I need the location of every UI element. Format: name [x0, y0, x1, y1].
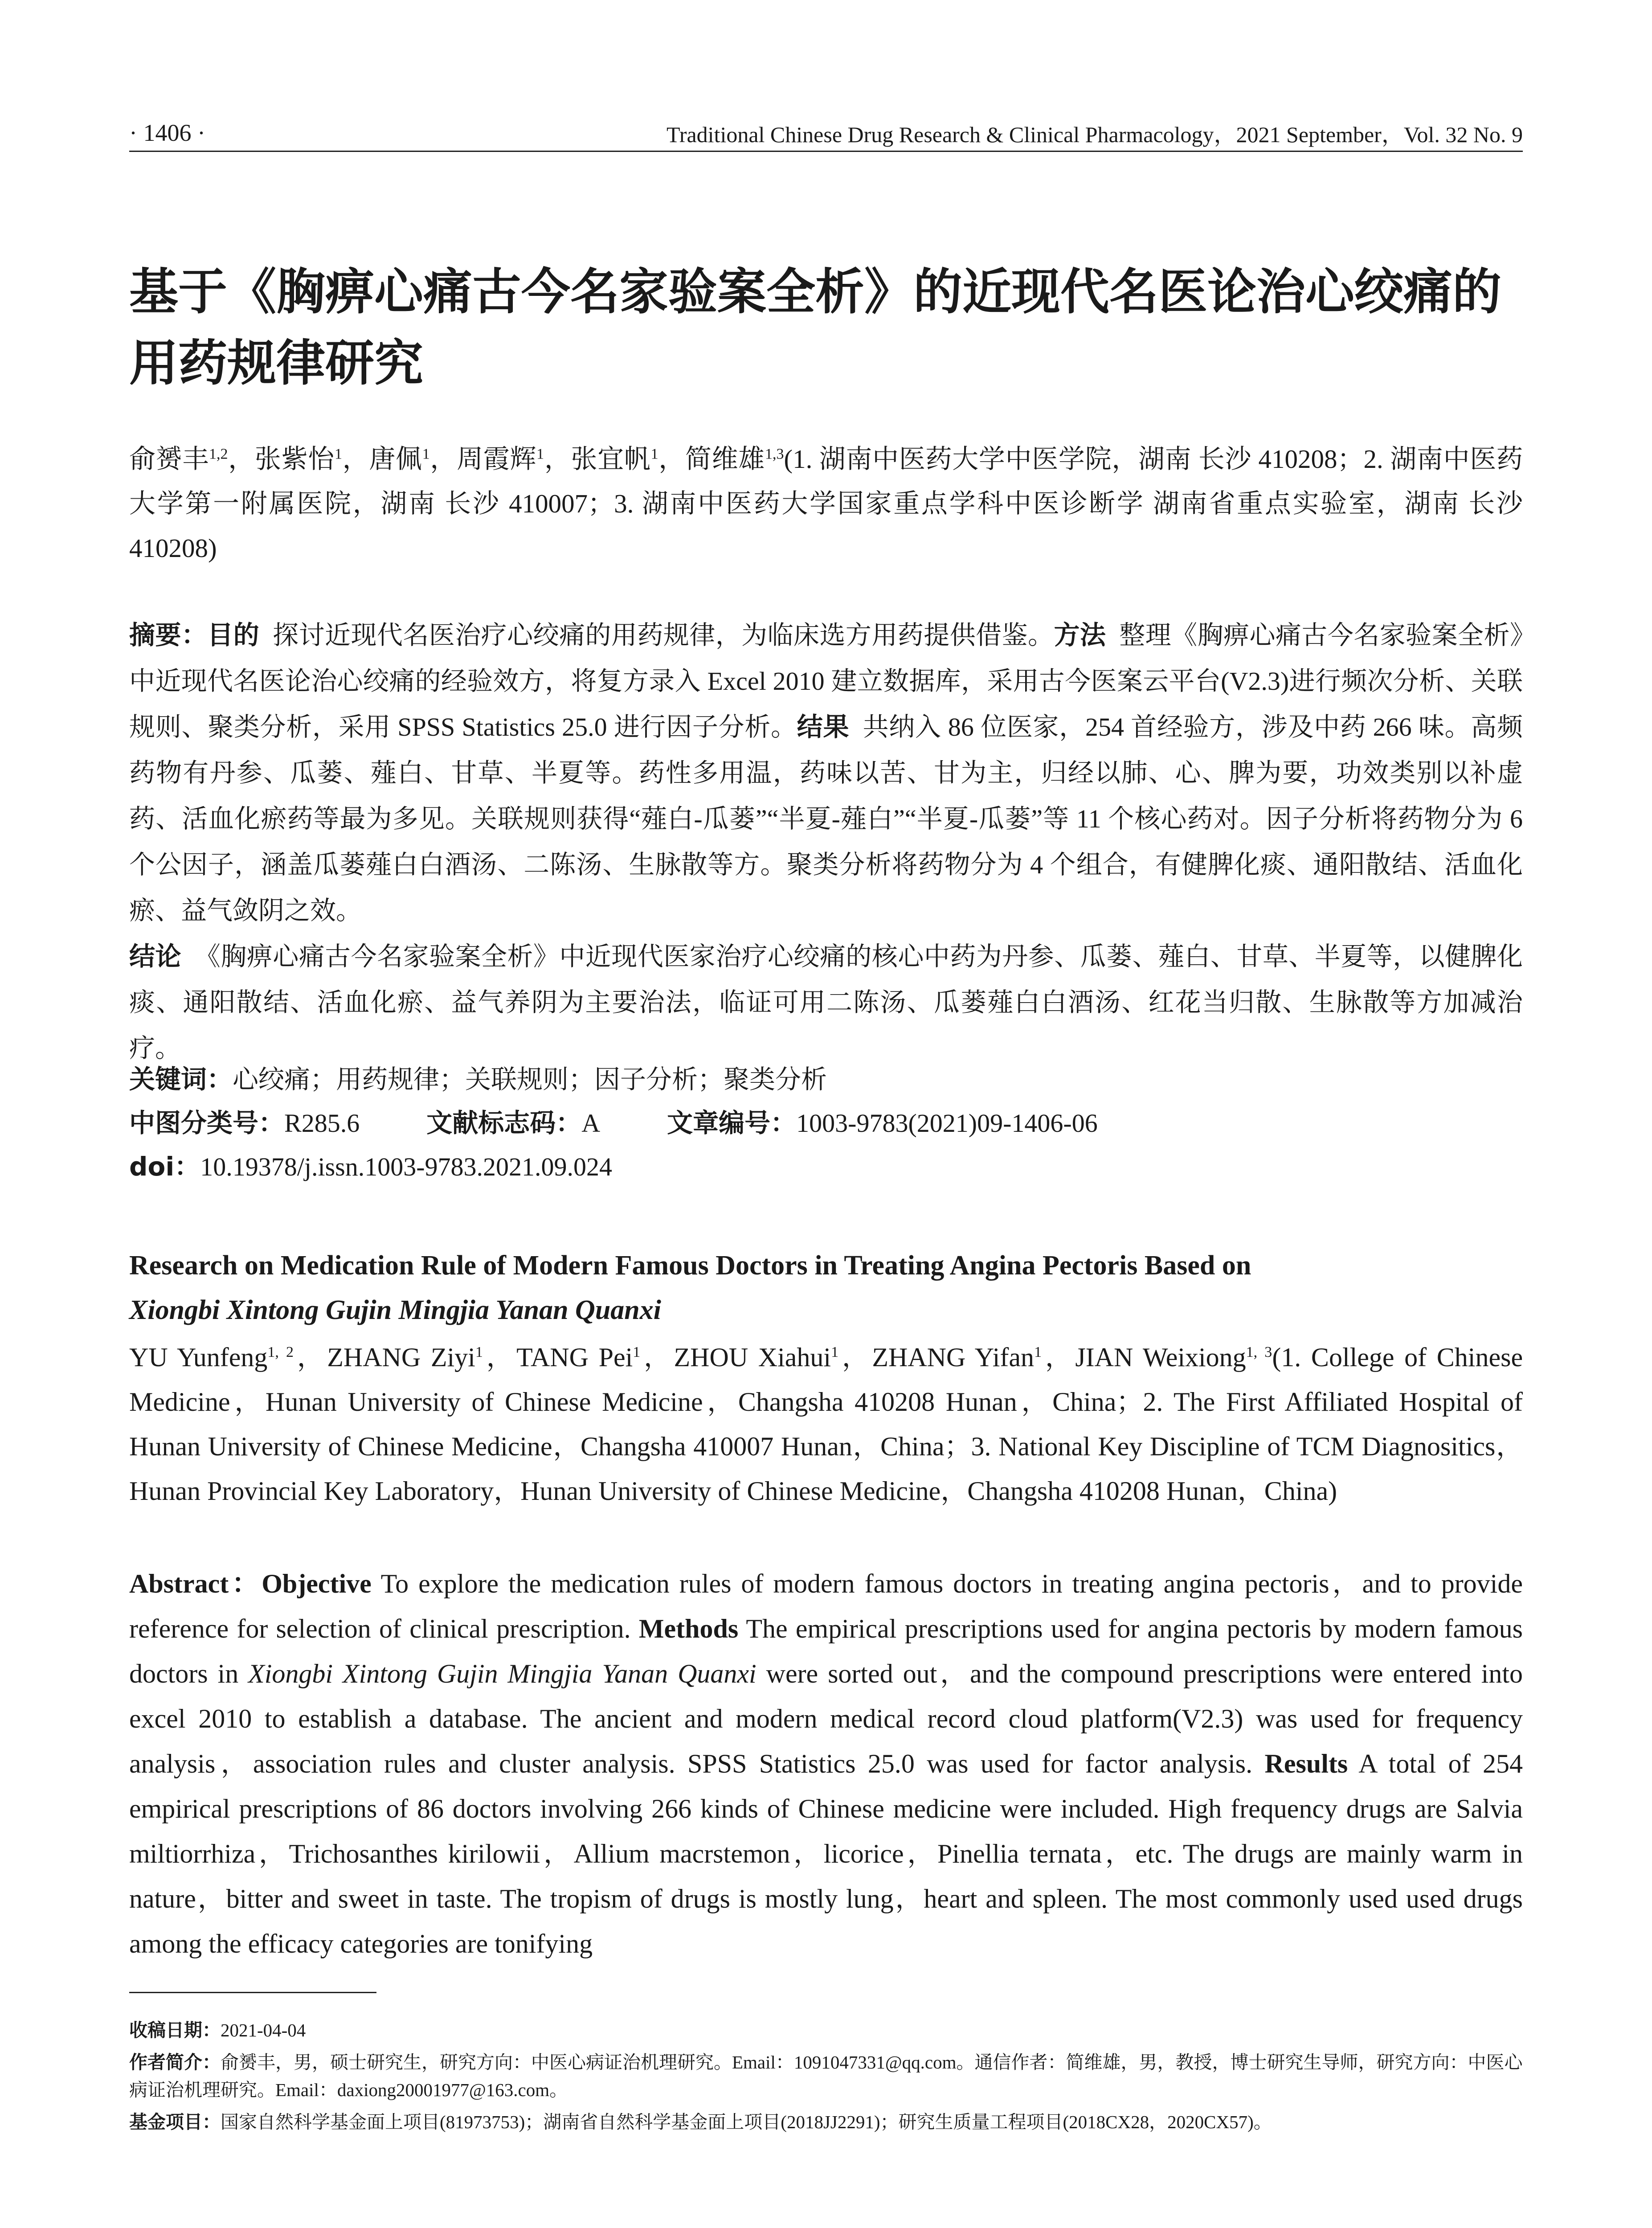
- received-label: 收稿日期：: [129, 2019, 221, 2041]
- author-list-en: YU Yunfeng$^{1, 2}$，ZHANG Ziyi$^1$，TANG Pei$^1$，ZHOU Xiahui$^1$，ZHANG Yifan$^1$，JIAN Weixiong$^{1, 3}$(1. College of Chinese Medicine，Hunan University of Chinese Medicine，Changsha 410208 Hunan，China；2. The First Affiliated Hospital of Hunan University of Chinese Medicine，Changsha 410007 Hunan，China；3. National Key Discipline of TCM Diagnositics，Hunan Provincial Key Laboratory，Hunan University of Chinese Medicine，Changsha 410208 Hunan，China): [129, 1343, 1523, 1506]
- abstract-label: 摘要：: [129, 620, 208, 650]
- author-affiliation-mark: 1: [633, 1344, 641, 1360]
- author-affiliation-mark: 1: [831, 1344, 839, 1360]
- fund-text: 国家自然科学基金面上项目(81973753)；湖南省自然科学基金面上项目(2018JJ2291)；研究生质量工程项目(2018CX28，2020CX57)。: [221, 2112, 1272, 2132]
- clc-label: 中图分类号：: [129, 1108, 285, 1138]
- objective-en-label: Objective: [262, 1569, 372, 1598]
- results-label: 结果: [797, 712, 850, 742]
- fund-label: 基金项目：: [129, 2111, 221, 2133]
- results-en-text: A total of 254 empirical prescriptions of 86 doctors involving 266 kinds of Chinese medicine were included. High frequency drugs are Salvia miltiorrhiza，Trichosanthes kirilowii，Allium macrstemon，licorice，Pinellia ternata，etc. The drugs are mainly warm in nature，bitter and sweet in taste. The tropism of drugs is mostly lung，heart and spleen. The most commonly used used drugs among the efficacy categories are tonifying: [129, 1749, 1523, 1958]
- author-affiliation-mark: 1: [422, 446, 430, 463]
- objective-text: 探讨近现代名医治疗心绞痛的用药规律，为临床选方用药提供借鉴。: [273, 621, 1054, 650]
- affiliations-cn: (1. 湖南中医药大学中医学院，湖南 长沙 410208；2. 湖南中医药大学第一附属医院，湖南 长沙 410007；3. 湖南中医药大学国家重点学科中医诊断学 湖南省重点实验室，湖南 长沙 410208): [129, 444, 1523, 563]
- author-name-en: ZHANG Yifan: [872, 1343, 1035, 1372]
- author-affiliation-mark: 1, 2: [267, 1344, 294, 1360]
- paper-title: 基于《胸痹心痛古今名家验案全析》的近现代名医论治心绞痛的用药规律研究: [129, 263, 1501, 392]
- methods-label: 方法: [1054, 620, 1106, 650]
- author-list-cn: 俞赟丰$^{1,2}$，张紫怡$^1$，唐佩$^1$，周霞辉$^1$，张宜帆$^1$，简维雄$^{1,3}$(1. 湖南中医药大学中医学院，湖南 长沙 410208；2. 湖南中医药大学第一附属医院，湖南 长沙 410007；3. 湖南中医药大学国家重点学科中医诊断学 湖南省重点实验室，湖南 长沙 410208): [129, 444, 1523, 563]
- author-name-en: TANG Pei: [516, 1343, 633, 1372]
- author-name: 简维雄: [685, 444, 765, 474]
- author-name: 俞赟丰: [129, 444, 209, 474]
- footnote-divider: [129, 1992, 376, 1993]
- paper-page: [129, 0, 1523, 2228]
- author-affiliation-mark: 1: [650, 446, 658, 463]
- author-name-en: ZHOU Xiahui: [674, 1343, 831, 1372]
- author-bio-label: 作者简介：: [129, 2052, 221, 2073]
- author-name: 唐佩: [369, 444, 422, 474]
- author-affiliation-mark: 1: [1034, 1344, 1042, 1360]
- author-affiliation-mark: 1: [536, 446, 544, 463]
- page-number: · 1406 ·: [129, 119, 205, 146]
- abstract-en: [129, 1561, 1523, 1966]
- results-text: 共纳入 86 位医家，254 首经验方，涉及中药 266 味。高频药物有丹参、瓜蒌、薤白、甘草、半夏等。药性多用温，药味以苦、甘为主，归经以肺、心、脾为要，功效类别以补虚药、活血化瘀药等最为多见。关联规则获得“薤白-瓜蒌”“半夏-薤白”“半夏-瓜蒌”等 11 个核心药对。因子分析将药物分为 6 个公因子，涵盖瓜蒌薤白白酒汤、二陈汤、生脉散等方。聚类分析将药物分为 4 个组合，有健脾化痰、通阳散结、活血化瘀、益气敛阴之效。: [129, 713, 1523, 925]
- article-number-label: 文章编号：: [667, 1108, 797, 1138]
- conclusion-text: 《胸痹心痛古今名家验案全析》中近现代医家治疗心绞痛的核心中药为丹参、瓜蒌、薤白、甘草、半夏等，以健脾化痰、通阳散结、活血化瘀、益气养阴为主要治法，临证可用二陈汤、瓜蒌薤白白酒汤、红花当归散、生脉散等方加减治疗。: [129, 942, 1523, 1063]
- objective-label: 目的: [207, 620, 260, 650]
- footnote-received: [129, 2016, 1523, 2044]
- author-name-en: YU Yunfeng: [129, 1343, 268, 1372]
- keywords-text: 心绞痛；用药规律；关联规则；因子分析；聚类分析: [233, 1065, 827, 1094]
- methods-en-text-cont: were sorted out，and the compound prescriptions were entered into excel 2010 to establish a database. The ancient and modern medical record cloud platform(V2.3) was used for frequency analysis，association rules and cluster analysis. SPSS Statistics 25.0 was used for factor analysis.: [129, 1659, 1523, 1778]
- author-name: 张宜帆: [571, 444, 651, 474]
- running-header: [129, 115, 1523, 152]
- footnote-fund: [129, 2108, 1523, 2136]
- clc-value: R285.6: [284, 1109, 360, 1138]
- affiliations-en: (1. College of Chinese Medicine，Hunan University of Chinese Medicine，Changsha 410208 Hunan，China；2. The First Affiliated Hospital of Hunan University of Chinese Medicine，Changsha 410007 Hunan，China；3. National Key Discipline of TCM Diagnositics，Hunan Provincial Key Laboratory，Hunan University of Chinese Medicine，Changsha 410208 Hunan，China): [129, 1343, 1523, 1506]
- footnotes: [129, 2016, 1523, 2140]
- doi-label: doi：: [129, 1151, 200, 1182]
- english-title-main: Research on Medication Rule of Modern Famous Doctors in Treating Angina Pectoris Based on: [129, 1250, 1251, 1281]
- results-en-label: Results: [1264, 1749, 1348, 1778]
- methods-en-italic: Xiongbi Xintong Gujin Mingjia Yanan Quanxi: [248, 1659, 756, 1688]
- received-date: 2021-04-04: [221, 2020, 306, 2040]
- author-affiliation-mark: 1: [334, 446, 342, 463]
- document-code-label: 文献标志码：: [426, 1108, 582, 1138]
- classification-line: [129, 1105, 1098, 1141]
- author-affiliation-mark: 1,2: [209, 446, 228, 463]
- document-code-value: A: [581, 1109, 601, 1138]
- english-title: [129, 1243, 1523, 1332]
- author-name: 张紫怡: [254, 444, 335, 474]
- author-name: 周霞辉: [457, 444, 537, 474]
- keywords-line: [129, 1061, 827, 1098]
- author-affiliation-mark: 1,3: [765, 446, 784, 463]
- article-number-value: 1003-9783(2021)09-1406-06: [796, 1109, 1098, 1138]
- methods-en-text: The empirical prescriptions used for angina pectoris by modern famous doctors in: [129, 1614, 1523, 1688]
- doi-line: [129, 1149, 612, 1185]
- author-name-en: ZHANG Ziyi: [327, 1343, 475, 1372]
- author-bio-text: 俞赟丰，男，硕士研究生，研究方向：中医心病证治机理研究。Email：1091047331@qq.com。通信作者：简维雄，男，教授，博士研究生导师，研究方向：中医心病证治机理研究。Email：daxiong20001977@163.com。: [129, 2052, 1523, 2100]
- author-affiliation-mark: 1, 3: [1246, 1344, 1272, 1360]
- keywords-label: 关键词：: [129, 1064, 233, 1094]
- objective-en-text: To explore the medication rules of modern famous doctors in treating angina pectoris，and to provide reference for selection of clinical prescription.: [129, 1569, 1523, 1643]
- abstract-cn: [129, 612, 1523, 1071]
- doi-value[interactable]: 10.19378/j.issn.1003-9783.2021.09.024: [200, 1152, 613, 1181]
- methods-text: 整理《胸痹心痛古今名家验案全析》中近现代名医论治心绞痛的经验效方，将复方录入 Excel 2010 建立数据库，采用古今医案云平台(V2.3)进行频次分析、关联规则、聚类分析，采用 SPSS Statistics 25.0 进行因子分析。: [129, 621, 1523, 741]
- abstract-en-label: Abstract：: [129, 1569, 262, 1598]
- footnote-author: [129, 2048, 1523, 2104]
- journal-citation: Traditional Chinese Drug Research & Clinical Pharmacology，2021 September，Vol. 32 No. 9: [667, 122, 1523, 147]
- author-affiliation-mark: 1: [475, 1344, 483, 1360]
- author-name-en: JIAN Weixiong: [1075, 1343, 1246, 1372]
- conclusion-label: 结论: [129, 941, 181, 971]
- methods-en-label: Methods: [638, 1614, 739, 1643]
- english-title-italic: Xiongbi Xintong Gujin Mingjia Yanan Quanxi: [129, 1295, 662, 1325]
